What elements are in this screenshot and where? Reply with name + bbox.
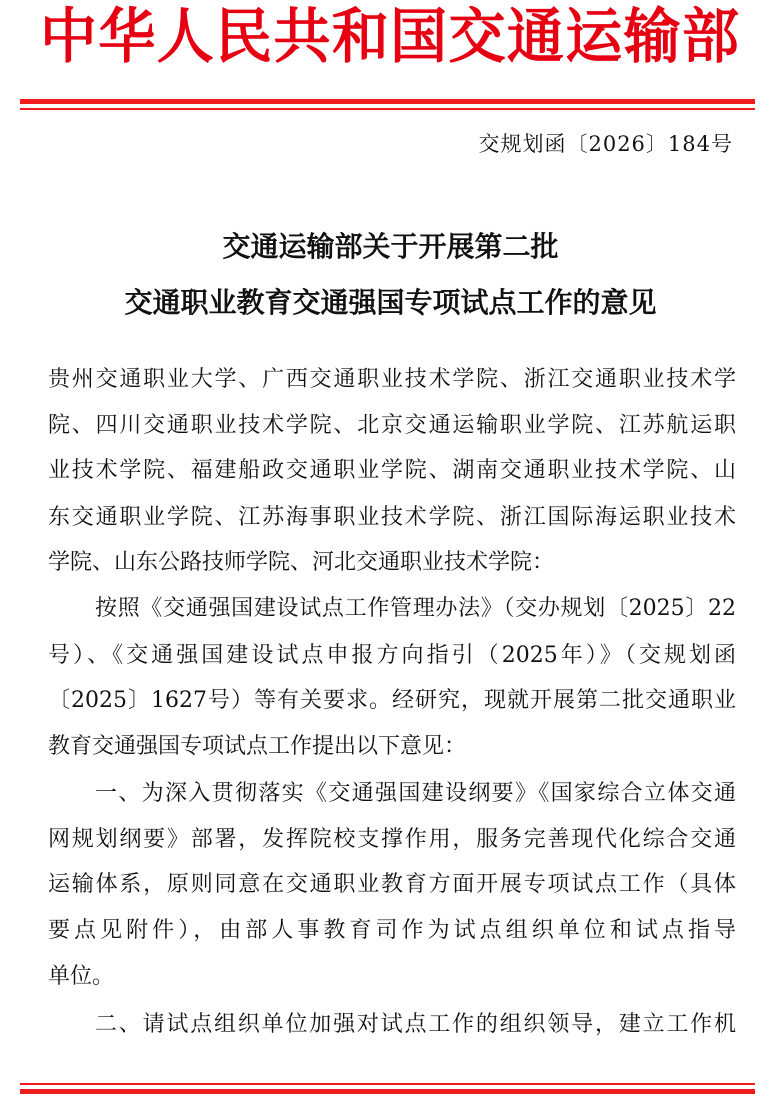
document-number: 交规划函〔2026〕184号 — [478, 132, 733, 156]
body-line: 东交通职业学院、江苏海事职业技术学院、浙江国际海运职业技术 — [48, 505, 736, 530]
issuer-masthead: 中华人民共和国交通运输部 — [40, 2, 740, 72]
body-line: 号）、《交通强国建设试点申报方向指引（2025年）》（交规划函 — [48, 643, 736, 668]
body-line: 按照《交通强国建设试点工作管理办法》（交办规划〔2025〕22 — [95, 596, 736, 621]
body-line: 运输体系，原则同意在交通职业教育方面开展专项试点工作（具体 — [48, 872, 736, 897]
header-thick-rule — [20, 99, 755, 104]
body-line: 〔2025〕1627号）等有关要求。经研究，现就开展第二批交通职业 — [48, 688, 736, 713]
body-line: 网规划纲要》部署，发挥院校支撑作用，服务完善现代化综合交通 — [48, 827, 736, 852]
footer-thin-rule — [20, 1083, 755, 1085]
document-title-line-2: 交通职业教育交通强国专项试点工作的意见 — [124, 286, 657, 319]
body-line: 业技术学院、福建船政交通职业学院、湖南交通职业技术学院、山 — [48, 458, 736, 483]
body-line: 贵州交通职业大学、广西交通职业技术学院、浙江交通职业技术学 — [48, 367, 736, 392]
body-line: 要点见附件），由部人事教育司作为试点组织单位和试点指导 — [48, 918, 736, 943]
body-line: 教育交通强国专项试点工作提出以下意见： — [48, 734, 467, 759]
body-line: 单位。 — [48, 964, 115, 989]
body-line: 一、为深入贯彻落实《交通强国建设纲要》《国家综合立体交通 — [95, 781, 736, 806]
document-title-line-1: 交通运输部关于开展第二批 — [222, 230, 559, 263]
header-thin-rule — [20, 108, 755, 110]
body-line: 学院、山东公路技师学院、河北交通职业技术学院： — [48, 550, 555, 575]
body-line: 二、请试点组织单位加强对试点工作的组织领导，建立工作机 — [95, 1012, 736, 1037]
footer-thick-rule — [20, 1089, 755, 1094]
body-line: 院、四川交通职业技术学院、北京交通运输职业学院、江苏航运职 — [48, 413, 736, 438]
